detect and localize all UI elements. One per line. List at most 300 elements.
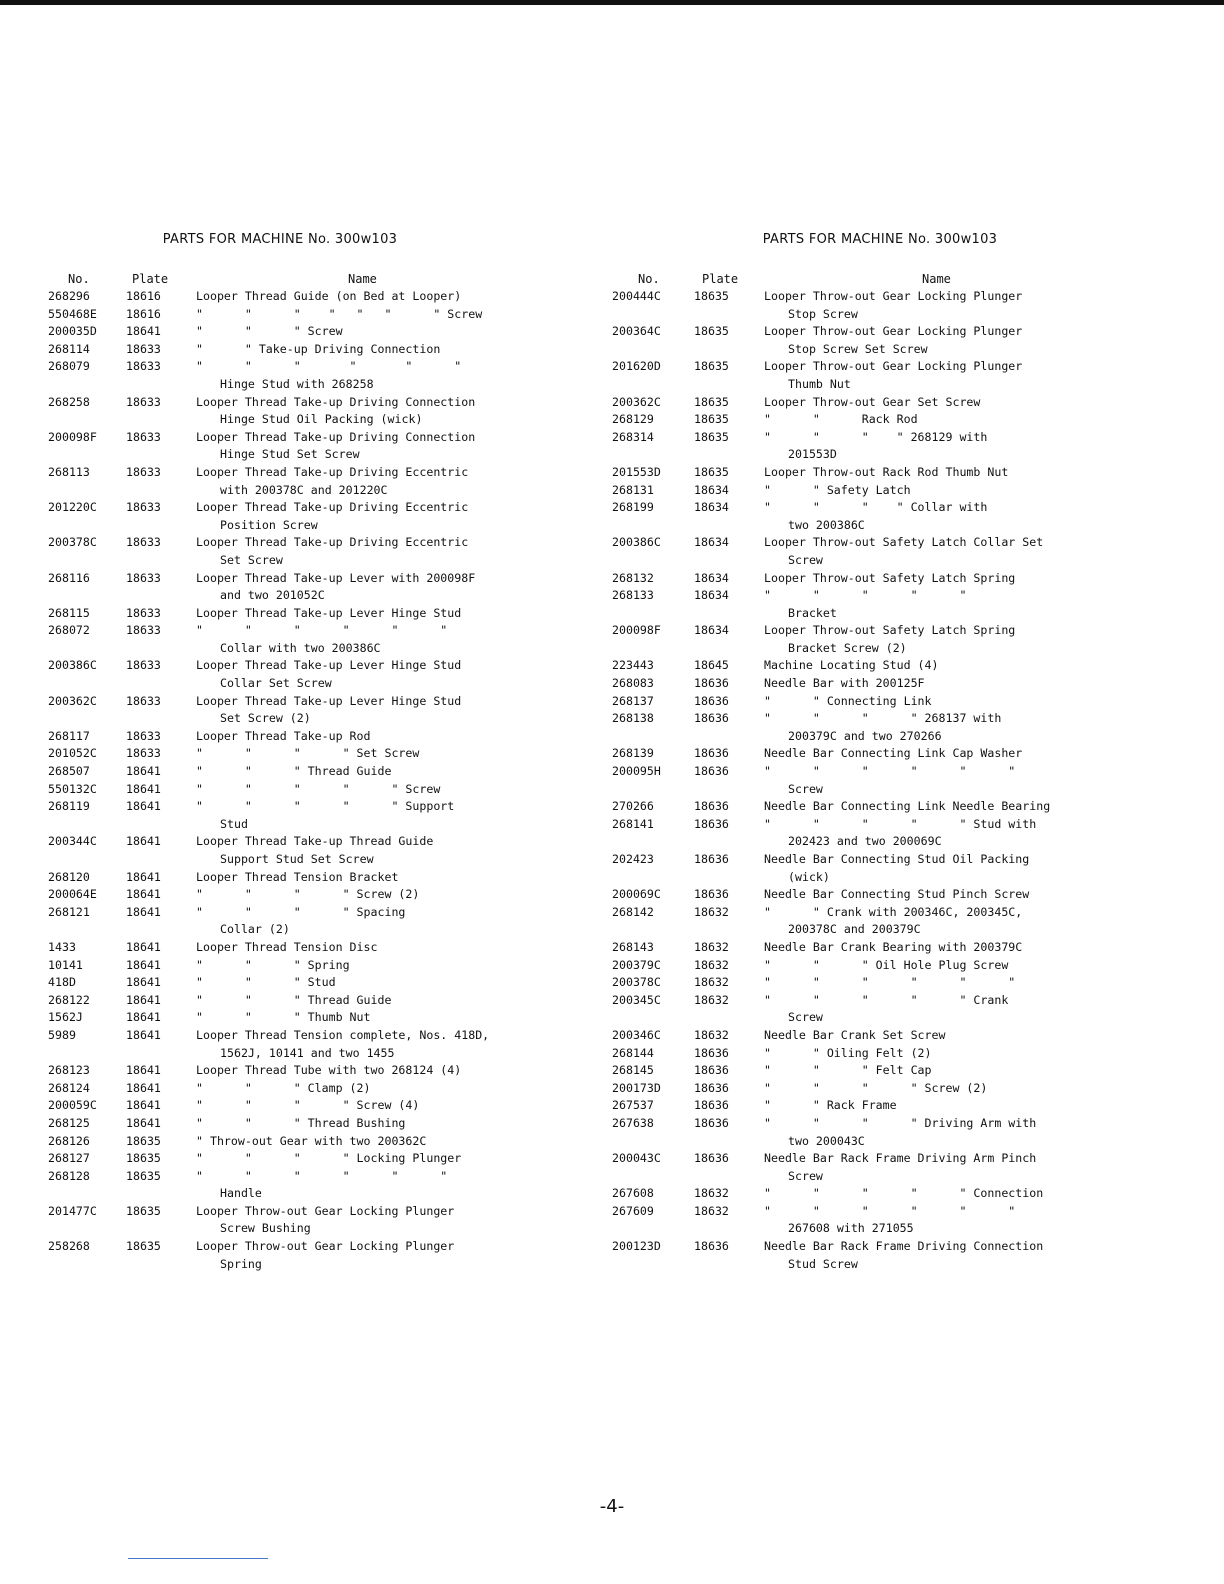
part-name: " " " " Screw (2) [764,1080,988,1095]
part-row [612,1027,1108,1045]
part-name: " " " Thumb Nut [196,1010,371,1025]
part-row [48,992,568,1010]
part-name: " " " Spring [196,957,350,972]
part-row [48,306,568,324]
plate-number: 18635 [694,289,729,303]
plate-number: 18636 [694,852,729,866]
plate-number: 18636 [694,1239,729,1254]
part-number: 200123D [612,1239,661,1254]
part-row-continuation [612,1256,1108,1274]
plate-number: 18634 [694,623,729,638]
plate-number [694,921,764,939]
plate-number [126,1185,196,1203]
plate-number: 18635 [694,359,729,374]
part-row [612,1115,1108,1133]
part-number: 268314 [612,429,654,444]
plate-number [126,675,196,693]
plate-number: 18633 [126,500,161,515]
part-row [612,323,1108,341]
part-row [612,570,1108,588]
part-number: 200059C [48,1098,97,1113]
plate-number: 18634 [694,500,729,515]
part-number: 200378C [612,975,661,990]
part-name: Looper Throw-out Gear Locking Plunger [196,1239,455,1254]
part-row [48,1150,568,1168]
part-name: Looper Throw-out Gear Locking Plunger [764,289,1023,303]
part-number: 200095H [612,764,661,779]
part-row [612,288,1108,306]
plate-number: 18632 [694,975,729,990]
part-number: 268129 [612,412,654,427]
part-row-continuation [48,851,568,869]
part-number: 200043C [612,1151,661,1166]
part-number: 200098F [612,623,661,638]
part-number: 268121 [48,904,90,919]
part-number [612,1220,694,1238]
part-number: 268131 [612,482,654,497]
part-name: " " " Stud [196,975,336,990]
plate-number [694,517,764,535]
part-name: 201553D [788,447,837,462]
part-number [612,869,694,887]
plate-number [694,833,764,851]
plate-number: 18635 [694,324,729,339]
plate-number [126,587,196,605]
plate-number: 18636 [694,764,729,779]
part-name: Screw [788,781,823,796]
part-row [48,728,568,746]
part-name: Looper Thread Take-up Lever with 200098F [196,570,476,585]
part-name: Looper Throw-out Safety Latch Spring [764,623,1016,638]
part-name: " " " " Screw (2) [196,887,420,902]
part-name: Needle Bar Crank Set Screw [764,1027,946,1042]
part-row [612,763,1108,781]
part-row [48,657,568,675]
part-row [612,693,1108,711]
part-row-continuation [612,781,1108,799]
part-row-continuation [612,341,1108,359]
plate-number [126,710,196,728]
plate-number: 18632 [694,992,729,1007]
part-name: Stud Screw [788,1256,858,1271]
part-number: 200064E [48,887,97,902]
part-name: Set Screw (2) [220,711,311,726]
part-name: " " " " " [764,588,967,603]
plate-number: 18641 [126,834,161,849]
plate-number [694,1220,764,1238]
left-parts-list [48,288,568,1273]
part-row [612,798,1108,816]
part-row [48,1027,568,1045]
part-row [48,1115,568,1133]
plate-number [126,1045,196,1063]
part-row [48,745,568,763]
scan-top-border [0,0,1224,5]
part-name: " " " " Spacing [196,904,406,919]
plate-number [126,851,196,869]
part-number [48,1045,126,1063]
part-number: 201052C [48,746,97,761]
part-row-continuation [612,640,1108,658]
part-row-continuation [48,921,568,939]
part-row [48,288,568,306]
plate-number: 18641 [126,1027,161,1042]
part-name: Machine Locating Stud (4) [764,658,939,673]
part-row [612,429,1108,447]
part-number: 200344C [48,834,97,849]
part-number: 200362C [48,693,97,708]
part-name: Needle Bar with 200125F [764,676,925,691]
part-number: 200069C [612,887,661,902]
plate-number: 18641 [126,975,161,990]
part-row-continuation [612,1133,1108,1151]
part-number: 202423 [612,852,654,866]
part-row-continuation [48,517,568,535]
plate-number: 18636 [694,1045,729,1060]
plate-number: 18635 [126,1133,161,1148]
part-number: 10141 [48,957,83,972]
plate-number: 18635 [126,1239,161,1254]
plate-number: 18636 [694,1151,729,1166]
part-name: Looper Throw-out Safety Latch Spring [764,570,1016,585]
part-name: " " " Clamp (2) [196,1080,371,1095]
left-name-header: Name [348,272,377,286]
plate-number: 18633 [126,693,161,708]
plate-number [694,552,764,570]
plate-number [694,640,764,658]
plate-number: 18636 [694,816,729,831]
part-number: 268258 [48,394,90,409]
part-number: 200173D [612,1080,661,1095]
part-number: 200035D [48,324,97,339]
part-name: Looper Throw-out Rack Rod Thumb Nut [764,464,1009,479]
part-name: Looper Thread Tension Disc [196,939,378,954]
part-name: " " Rack Frame [764,1098,897,1113]
part-row [48,1168,568,1186]
plate-number: 18636 [694,676,729,691]
plate-number: 18635 [694,429,729,444]
part-number: 268142 [612,904,654,919]
plate-number [126,517,196,535]
plate-number: 18641 [126,1063,161,1078]
part-number: 268115 [48,605,90,620]
right-no-header: No. [638,272,660,286]
part-name: Needle Bar Crank Bearing with 200379C [764,939,1023,954]
part-row [48,323,568,341]
part-number: 268507 [48,764,90,779]
plate-number: 18633 [126,746,161,761]
part-number: 201220C [48,500,97,515]
part-row [612,587,1108,605]
part-number [612,605,694,623]
part-number [612,1133,694,1151]
part-row [48,869,568,887]
part-name: Needle Bar Connecting Link Needle Bearing [764,799,1051,814]
plate-number [694,605,764,623]
part-row [48,957,568,975]
part-row [48,358,568,376]
part-number: 268127 [48,1151,90,1166]
part-name: Screw [788,1010,823,1025]
plate-number: 18641 [126,939,161,954]
part-name: " " Rack Rod [764,412,918,427]
plate-number: 18633 [126,728,161,743]
part-row [48,781,568,799]
part-number [48,1220,126,1238]
part-number [48,921,126,939]
left-no-header: No. [68,272,90,286]
part-number: 267638 [612,1115,654,1130]
part-number [612,341,694,359]
plate-number [126,921,196,939]
part-number: 268124 [48,1080,90,1095]
plate-number: 18632 [694,1203,729,1218]
part-row [48,1062,568,1080]
part-row-continuation [612,552,1108,570]
part-number: 268296 [48,289,90,303]
part-number: 267608 [612,1186,654,1201]
plate-number [694,869,764,887]
right-page-heading: PARTS FOR MACHINE No. 300w103 [762,232,998,247]
part-number: 200362C [612,394,661,409]
part-name: " " Take-up Driving Connection [196,341,441,356]
part-number: 201553D [612,464,661,479]
part-number [612,921,694,939]
part-name: Collar Set Screw [220,676,332,691]
plate-number: 18641 [126,324,161,339]
part-number: 268138 [612,711,654,726]
part-name: Looper Thread Tube with two 268124 (4) [196,1063,462,1078]
part-row [612,675,1108,693]
part-row [612,851,1108,869]
part-row [48,1133,568,1151]
plate-number [694,341,764,359]
plate-number: 18636 [694,693,729,708]
part-number [48,851,126,869]
plate-number: 18635 [126,1151,161,1166]
part-row-continuation [48,675,568,693]
part-name: Bracket Screw (2) [788,640,907,655]
part-row-continuation [48,411,568,429]
part-row [48,1238,568,1256]
part-name: " " " " " " [196,359,462,374]
part-row [48,1203,568,1221]
part-name: Looper Thread Tension complete, Nos. 418D, [196,1027,490,1042]
part-name: " " " Screw [196,324,343,339]
part-name: " " " " " " [196,1168,448,1183]
part-number [612,552,694,570]
part-number: 200386C [48,658,97,673]
plate-number: 18636 [694,887,729,902]
plate-number [126,411,196,429]
part-row [612,464,1108,482]
part-row-continuation [612,376,1108,394]
part-name: " " " " 268137 with [764,711,1002,726]
part-number: 268137 [612,693,654,708]
plate-number: 18641 [126,1080,161,1095]
part-number: 267609 [612,1203,654,1218]
part-name: Hinge Stud Oil Packing (wick) [220,412,423,427]
part-name: Needle Bar Connecting Link Cap Washer [764,746,1023,761]
plate-number: 18634 [694,588,729,603]
plate-number [126,552,196,570]
part-row-continuation [48,1220,568,1238]
part-name: 200379C and two 270266 [788,728,942,743]
part-row [612,657,1108,675]
part-name: Looper Thread Take-up Driving Eccentric [196,464,469,479]
part-number [48,816,126,834]
part-row [48,939,568,957]
part-number [612,306,694,324]
part-number: 268123 [48,1063,90,1078]
part-number [612,1168,694,1186]
part-name: and two 201052C [220,588,325,603]
part-number [48,446,126,464]
part-number [612,640,694,658]
part-name: " " " Thread Guide [196,992,392,1007]
part-number: 268139 [612,746,654,761]
part-name: " " " " " " [764,764,1016,779]
plate-number: 18636 [694,1063,729,1078]
page-number: -4- [599,1496,625,1517]
plate-number [126,640,196,658]
plate-number: 18634 [694,535,729,550]
part-name: Handle [220,1186,262,1201]
part-name: Looper Thread Take-up Driving Eccentric [196,500,469,515]
part-name: " " Crank with 200346C, 200345C, [764,904,1023,919]
part-number: 268079 [48,359,90,374]
part-name: " " " Oil Hole Plug Screw [764,957,1009,972]
part-number [48,710,126,728]
part-row [612,534,1108,552]
part-row-continuation [612,921,1108,939]
right-parts-list [612,288,1108,1273]
part-number: 268128 [48,1168,90,1183]
plate-number: 18635 [694,412,729,427]
plate-number: 18634 [694,570,729,585]
part-row-continuation [612,869,1108,887]
part-number: 550132C [48,781,97,796]
left-plate-header: Plate [132,272,169,286]
part-row-continuation [48,1185,568,1203]
plate-number: 18641 [126,887,161,902]
part-number: 268144 [612,1045,654,1060]
part-number [48,1256,126,1274]
part-name: " Throw-out Gear with two 200362C [196,1133,427,1148]
plate-number [694,781,764,799]
part-name: " " " " 268129 with [764,429,988,444]
part-name: Support Stud Set Screw [220,852,374,866]
part-number [48,517,126,535]
part-name: " " " " " Crank [764,992,1009,1007]
part-name: " " " Thread Guide [196,764,392,779]
plate-number [126,446,196,464]
part-number [48,1185,126,1203]
part-number [48,675,126,693]
plate-number: 18641 [126,799,161,814]
part-row [612,710,1108,728]
part-name: " " " " " " [764,975,1016,990]
part-number [612,833,694,851]
part-name: 200378C and 200379C [788,922,921,937]
plate-number: 18641 [126,992,161,1007]
part-number: 418D [48,975,76,990]
part-row-continuation [612,728,1108,746]
part-number: 200386C [612,535,661,550]
part-number [48,411,126,429]
part-row [612,1062,1108,1080]
part-number [48,482,126,500]
part-number: 267537 [612,1098,654,1113]
part-name: two 200386C [788,517,865,532]
part-name: " " Connecting Link [764,693,932,708]
part-name: " " " Felt Cap [764,1063,932,1078]
plate-number [694,376,764,394]
part-name: Screw [788,1168,823,1183]
part-name: " " " " Set Screw [196,746,420,761]
plate-number: 18636 [694,1098,729,1113]
part-number: 200444C [612,289,661,303]
part-row [48,464,568,482]
plate-number: 18633 [126,464,161,479]
part-number [612,517,694,535]
part-row [612,904,1108,922]
right-plate-header: Plate [702,272,739,286]
part-row [612,957,1108,975]
left-page-heading: PARTS FOR MACHINE No. 300w103 [162,232,398,247]
part-name: Hinge Stud with 268258 [220,376,374,391]
part-name: " " " " " Support [196,799,455,814]
plate-number: 18633 [126,359,161,374]
part-row [612,1045,1108,1063]
part-row-continuation [48,552,568,570]
plate-number: 18632 [694,1027,729,1042]
part-number: 550468E [48,306,97,321]
plate-number: 18634 [694,482,729,497]
plate-number: 18635 [126,1203,161,1218]
part-row-continuation [612,833,1108,851]
plate-number: 18632 [694,1186,729,1201]
part-name: Set Screw [220,552,283,567]
part-row-continuation [48,710,568,728]
part-number [612,1009,694,1027]
part-number: 200346C [612,1027,661,1042]
part-row-continuation [612,1168,1108,1186]
part-name: " " " " " " [764,1203,1016,1218]
part-name: " " " " " " [196,623,448,638]
part-row [612,992,1108,1010]
part-row [612,622,1108,640]
plate-number: 18636 [694,746,729,761]
plate-number: 18633 [126,605,161,620]
left-column-headers [48,272,568,289]
part-name: " " " " " Connection [764,1186,1044,1201]
plate-number: 18633 [126,429,161,444]
part-row [48,904,568,922]
plate-number [126,376,196,394]
part-number: 268120 [48,869,90,884]
part-row-continuation [612,1009,1108,1027]
part-row [612,358,1108,376]
part-name: Stud [220,816,248,831]
part-row [612,482,1108,500]
plate-number: 18632 [694,939,729,954]
part-number [612,446,694,464]
part-row [48,429,568,447]
part-row [48,394,568,412]
part-row [612,394,1108,412]
footer-rule [128,1558,268,1559]
